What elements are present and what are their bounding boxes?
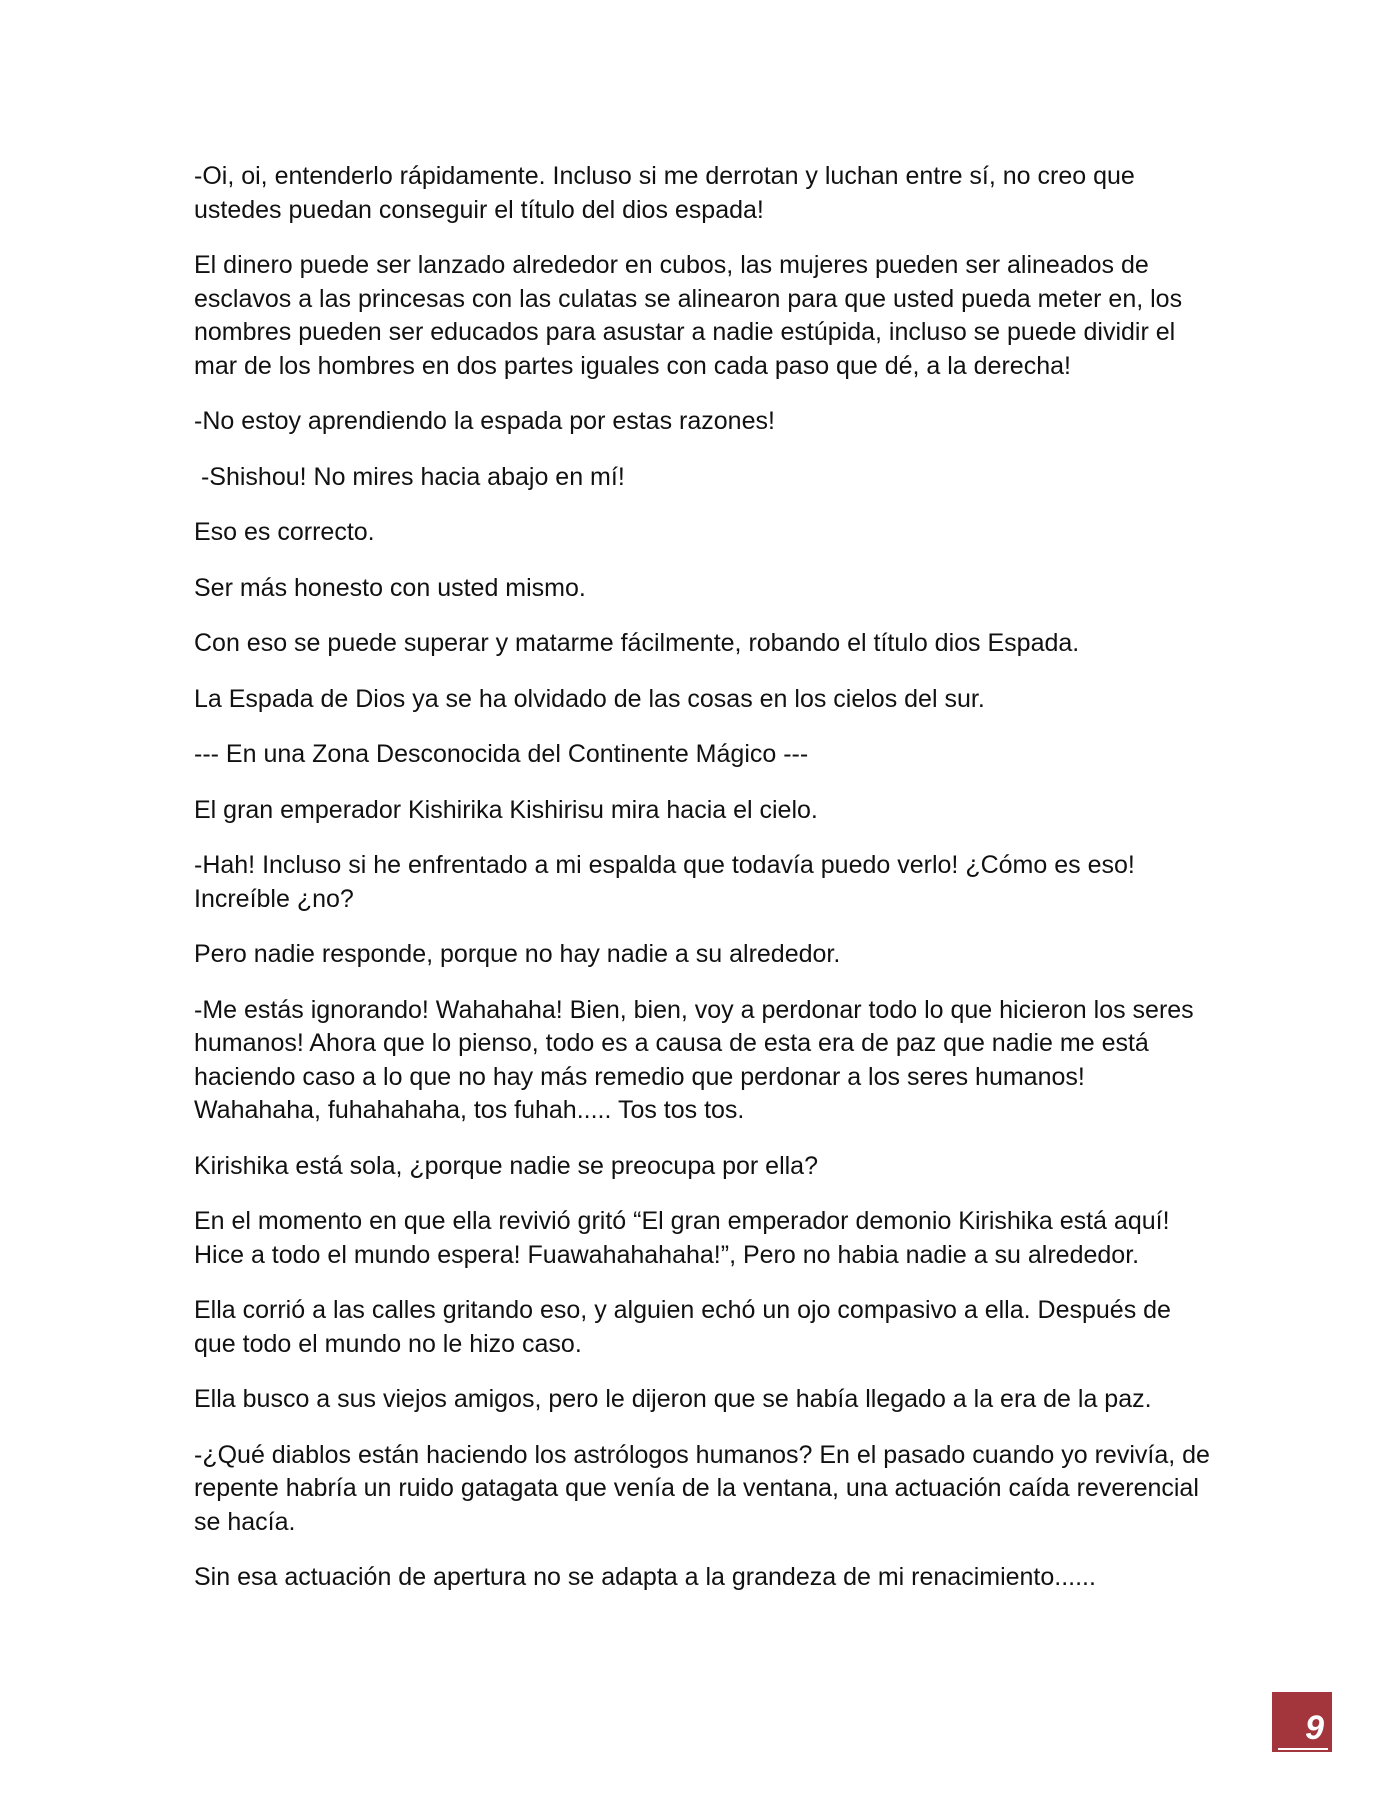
- paragraph: El gran emperador Kishirika Kishirisu mira hacia el cielo.: [194, 795, 818, 824]
- paragraph: Pero nadie responde, porque no hay nadie a su alrededor.: [194, 940, 841, 968]
- paragraph: Ella busco a sus viejos amigos, pero le dijeron que se había llegado a la era de la paz.: [194, 1385, 1152, 1413]
- paragraph: -Oi, oi, entenderlo rápidamente. Incluso si me derrotan y luchan entre sí, no creo que ustedes puedan conseguir el título del dios espada!: [194, 162, 1135, 224]
- paragraph: -Shishou! No mires hacia abajo en mí!: [194, 462, 625, 491]
- paragraph: -¿Qué diablos están haciendo los astrólogos humanos? En el pasado cuando yo revivía, de repente habría un ruido gatagata que venía de la ventana, una actuación caída reverencial se hacía.: [194, 1440, 1210, 1536]
- page-number: 9: [1305, 1709, 1324, 1747]
- page-body: [194, 160, 1214, 1617]
- page-number-underline: [1278, 1748, 1328, 1750]
- paragraph: El dinero puede ser lanzado alrededor en cubos, las mujeres pueden ser alineados de esclavos a las princesas con las culatas se alinearon para que usted pueda meter en, los nombres pueden ser educados para asustar a nadie estúpida, incluso se puede dividir el mar de los hombres en dos partes iguales con cada paso que dé, a la derecha!: [194, 251, 1183, 380]
- section-divider: --- En una Zona Desconocida del Continente Mágico ---: [194, 740, 809, 768]
- paragraph: -No estoy aprendiendo la espada por estas razones!: [194, 407, 775, 435]
- paragraph: -Me estás ignorando! Wahahaha! Bien, bien, voy a perdonar todo lo que hicieron los seres humanos! Ahora que lo pienso, todo es a causa de esta era de paz que nadie me está haciendo caso a lo que no hay más remedio que perdonar a los seres humanos! Wahahaha, fuhahahaha, tos fuhah..... Tos tos tos.: [194, 995, 1194, 1124]
- paragraph: En el momento en que ella revivió gritó “El gran emperador demonio Kirishika está aquí! Hice a todo el mundo espera! Fuawahahahaha!”, Pero no habia nadie a su alrededor.: [194, 1207, 1170, 1269]
- paragraph: La Espada de Dios ya se ha olvidado de las cosas en los cielos del sur.: [194, 684, 985, 713]
- paragraph: Con eso se puede superar y matarme fácilmente, robando el título dios Espada.: [194, 629, 1080, 657]
- paragraph: Kirishika está sola, ¿porque nadie se preocupa por ella?: [194, 1151, 818, 1180]
- paragraph: Ser más honesto con usted mismo.: [194, 573, 586, 602]
- paragraph: Ella corrió a las calles gritando eso, y alguien echó un ojo compasivo a ella. Después de que todo el mundo no le hizo caso.: [194, 1296, 1171, 1358]
- page-number-badge: [1272, 1692, 1332, 1752]
- paragraph: -Hah! Incluso si he enfrentado a mi espalda que todavía puedo verlo! ¿Cómo es eso! Increíble ¿no?: [194, 851, 1135, 913]
- paragraph: Sin esa actuación de apertura no se adapta a la grandeza de mi renacimiento......: [194, 1563, 1096, 1591]
- paragraph: Eso es correcto.: [194, 518, 375, 546]
